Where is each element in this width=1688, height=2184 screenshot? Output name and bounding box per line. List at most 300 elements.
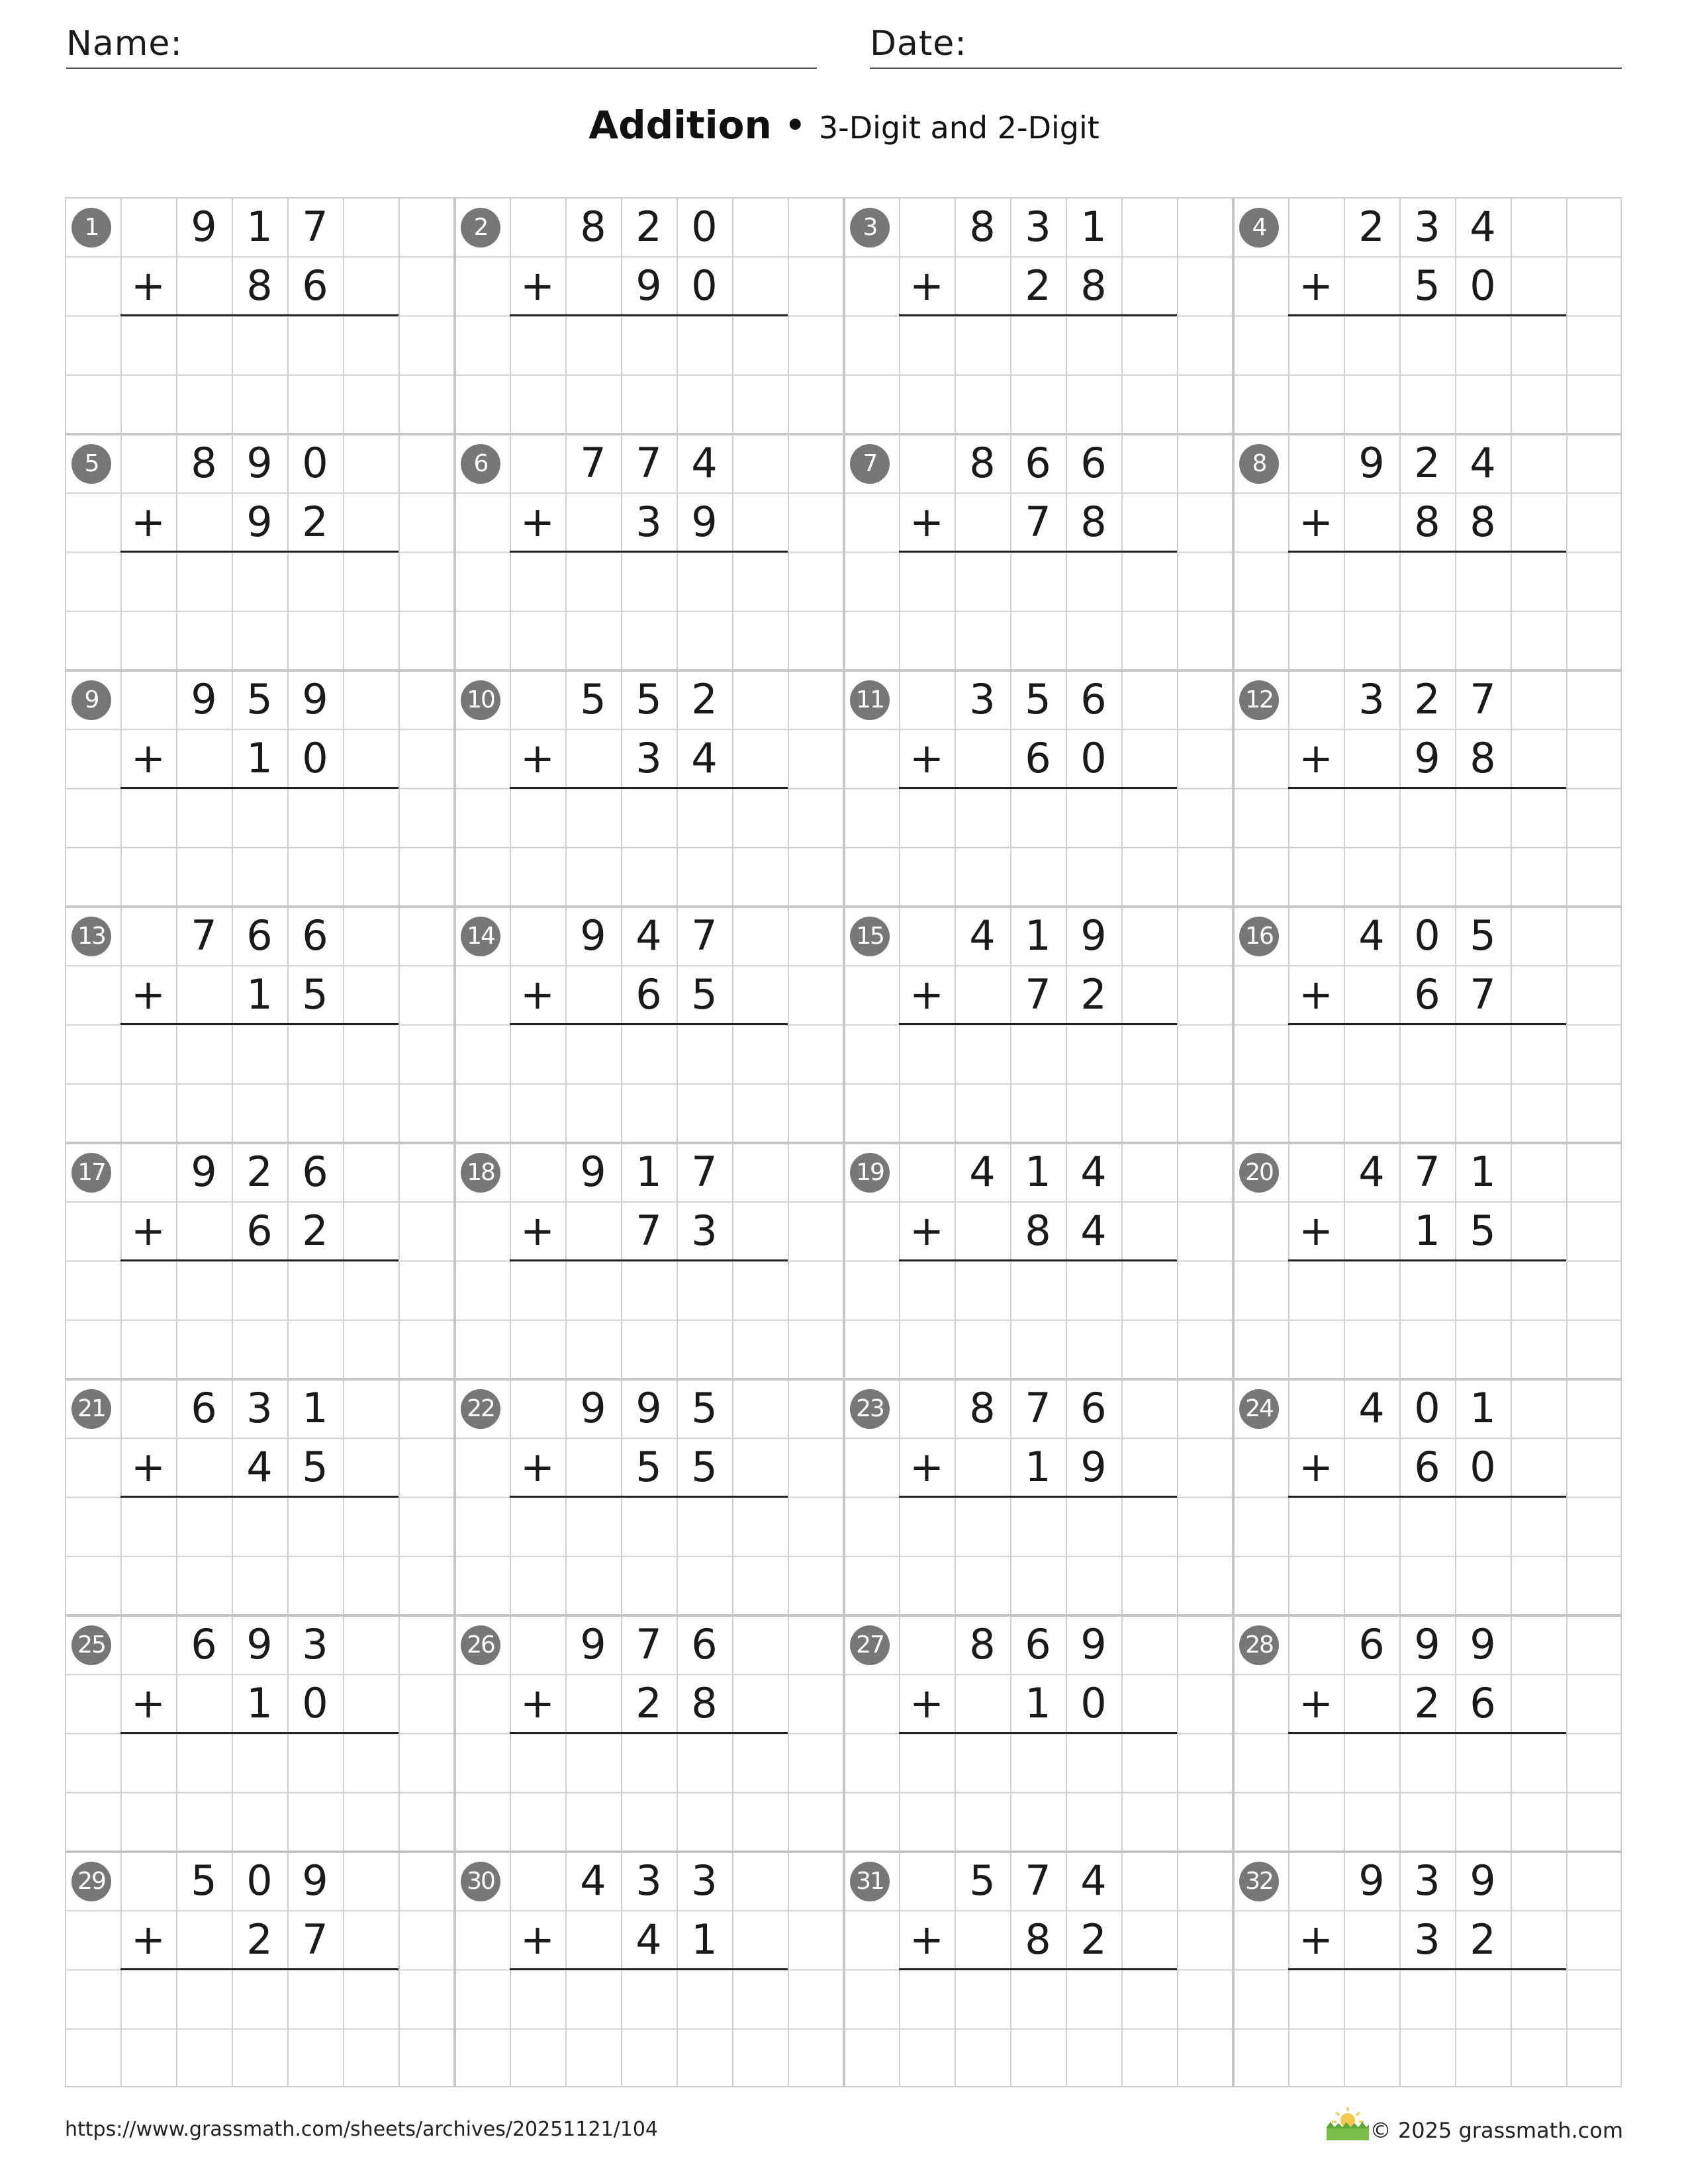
bottom-digit: 0: [1080, 734, 1107, 783]
top-digit: 7: [1025, 1384, 1051, 1432]
bottom-digit: 1: [1025, 1443, 1051, 1492]
problem-23: [843, 1379, 1233, 1615]
name-field-line[interactable]: [66, 68, 817, 69]
plus-sign: +: [1299, 261, 1333, 310]
top-digit: 5: [191, 1856, 217, 1905]
bottom-digit: 1: [246, 970, 273, 1019]
name-label: Name:: [66, 24, 183, 64]
bottom-digit: 1: [691, 1915, 718, 1964]
top-digit: 3: [1025, 203, 1051, 251]
bottom-digit: 3: [635, 734, 662, 783]
top-digit: 1: [1080, 203, 1107, 251]
top-digit: 5: [635, 675, 662, 723]
top-digit: 8: [969, 203, 996, 251]
plus-sign: +: [131, 1679, 165, 1728]
problem-number-badge: 22: [461, 1389, 500, 1429]
problem-number-badge: 14: [461, 917, 500, 956]
answer-area[interactable]: [510, 552, 788, 611]
plus-sign: +: [520, 498, 555, 547]
top-digit: 7: [302, 203, 328, 251]
bottom-digit: 2: [1470, 1915, 1496, 1964]
problem-number-badge: 17: [71, 1153, 111, 1193]
problem-number-badge: 28: [1239, 1625, 1279, 1665]
bottom-digit: 8: [691, 1679, 718, 1728]
problem-22: [454, 1379, 843, 1615]
answer-area[interactable]: [1288, 316, 1566, 375]
top-digit: 5: [580, 675, 606, 723]
top-digit: 9: [580, 1384, 606, 1432]
top-digit: 9: [1358, 439, 1385, 487]
plus-sign: +: [520, 1679, 555, 1728]
problem-number-badge: 11: [850, 680, 890, 720]
plus-sign: +: [131, 970, 165, 1019]
top-digit: 1: [246, 203, 273, 251]
answer-area[interactable]: [899, 1261, 1177, 1320]
answer-area[interactable]: [510, 1497, 788, 1556]
problem-32: [1233, 1851, 1622, 2087]
problem-number-badge: 6: [461, 444, 500, 484]
problem-13: [65, 906, 454, 1142]
top-digit: 9: [246, 439, 273, 487]
top-digit: 9: [635, 1384, 662, 1432]
problem-number-badge: 5: [71, 444, 111, 484]
plus-sign: +: [1299, 1679, 1333, 1728]
bottom-digit: 5: [302, 970, 328, 1019]
top-digit: 9: [580, 1620, 606, 1668]
problem-number-badge: 21: [71, 1389, 111, 1429]
top-digit: 9: [1080, 911, 1107, 960]
problem-number-badge: 32: [1239, 1862, 1279, 1901]
problem-number-badge: 10: [461, 680, 500, 720]
problem-number-badge: 19: [850, 1153, 890, 1193]
top-digit: 8: [580, 203, 606, 251]
answer-area[interactable]: [510, 316, 788, 375]
top-digit: 4: [580, 1856, 606, 1905]
top-digit: 4: [1358, 1384, 1385, 1432]
plus-sign: +: [131, 1443, 165, 1492]
top-digit: 5: [1025, 675, 1051, 723]
problem-number-badge: 31: [850, 1862, 890, 1901]
bottom-digit: 9: [635, 261, 662, 310]
problem-number-badge: 9: [71, 680, 111, 720]
answer-area[interactable]: [120, 1024, 399, 1083]
top-digit: 4: [1080, 1148, 1107, 1196]
problem-18: [454, 1142, 843, 1379]
answer-area[interactable]: [899, 1733, 1177, 1792]
bottom-digit: 3: [691, 1206, 718, 1255]
top-digit: 6: [1025, 439, 1051, 487]
top-digit: 3: [1414, 1856, 1440, 1905]
bottom-digit: 5: [302, 1443, 328, 1492]
answer-area[interactable]: [510, 788, 788, 847]
top-digit: 7: [580, 439, 606, 487]
answer-area[interactable]: [120, 788, 399, 847]
problem-number-badge: 26: [461, 1625, 500, 1665]
problem-number-badge: 20: [1239, 1153, 1279, 1193]
plus-sign: +: [520, 1915, 555, 1964]
top-digit: 5: [246, 675, 273, 723]
plus-sign: +: [131, 1206, 165, 1255]
problem-11: [843, 670, 1233, 906]
problem-grid: [65, 197, 1622, 2087]
answer-area[interactable]: [120, 1970, 399, 2028]
problem-number-badge: 25: [71, 1625, 111, 1665]
problem-number-badge: 1: [71, 208, 111, 248]
top-digit: 9: [1470, 1856, 1496, 1905]
answer-area[interactable]: [899, 1497, 1177, 1556]
top-digit: 9: [302, 1856, 328, 1905]
top-digit: 9: [191, 1148, 217, 1196]
bottom-digit: 5: [691, 1443, 718, 1492]
problem-number-badge: 27: [850, 1625, 890, 1665]
bottom-digit: 7: [1025, 498, 1051, 547]
plus-sign: +: [131, 1915, 165, 1964]
answer-area[interactable]: [120, 1497, 399, 1556]
problem-6: [454, 433, 843, 670]
answer-area[interactable]: [899, 1970, 1177, 2028]
problem-30: [454, 1851, 843, 2087]
top-digit: 4: [1470, 203, 1496, 251]
bottom-digit: 7: [302, 1915, 328, 1964]
footer-url: https://www.grassmath.com/sheets/archives/20251121/104: [65, 2118, 659, 2141]
top-digit: 9: [580, 1148, 606, 1196]
top-digit: 6: [191, 1384, 217, 1432]
answer-area[interactable]: [899, 552, 1177, 611]
problem-17: [65, 1142, 454, 1379]
plus-sign: +: [1299, 1206, 1333, 1255]
top-digit: 9: [191, 203, 217, 251]
problem-number-badge: 29: [71, 1862, 111, 1901]
top-digit: 1: [302, 1384, 328, 1432]
problem-2: [454, 197, 843, 433]
top-digit: 3: [969, 675, 996, 723]
top-digit: 0: [1414, 1384, 1440, 1432]
plus-sign: +: [1299, 1443, 1333, 1492]
date-label: Date:: [870, 24, 967, 64]
problem-3: [843, 197, 1233, 433]
top-digit: 4: [1358, 1148, 1385, 1196]
title-main: Addition: [588, 103, 772, 148]
problem-26: [454, 1615, 843, 1851]
bottom-digit: 8: [1025, 1206, 1051, 1255]
top-digit: 1: [1470, 1148, 1496, 1196]
problem-number-badge: 23: [850, 1389, 890, 1429]
bottom-digit: 8: [246, 261, 273, 310]
top-digit: 1: [635, 1148, 662, 1196]
bottom-digit: 2: [1414, 1679, 1440, 1728]
top-digit: 8: [191, 439, 217, 487]
top-digit: 1: [1025, 1148, 1051, 1196]
top-digit: 6: [191, 1620, 217, 1668]
bottom-digit: 6: [246, 1206, 273, 1255]
bottom-digit: 0: [1080, 1679, 1107, 1728]
bottom-digit: 0: [302, 734, 328, 783]
bottom-digit: 5: [1470, 1206, 1496, 1255]
top-digit: 6: [1080, 439, 1107, 487]
footer-copyright: © 2025 grassmath.com: [1370, 2118, 1623, 2143]
top-digit: 4: [1470, 439, 1496, 487]
answer-area[interactable]: [510, 1261, 788, 1320]
bottom-digit: 9: [246, 498, 273, 547]
top-digit: 2: [1358, 203, 1385, 251]
answer-area[interactable]: [120, 316, 399, 375]
plus-sign: +: [520, 970, 555, 1019]
top-digit: 0: [1414, 911, 1440, 960]
bottom-digit: 9: [1414, 734, 1440, 783]
bottom-digit: 5: [691, 970, 718, 1019]
bottom-digit: 6: [302, 261, 328, 310]
grass-sun-logo-icon: [1324, 2106, 1372, 2143]
top-digit: 9: [246, 1620, 273, 1668]
top-digit: 0: [246, 1856, 273, 1905]
answer-area[interactable]: [1288, 1733, 1566, 1792]
answer-area[interactable]: [1288, 1497, 1566, 1556]
plus-sign: +: [910, 261, 944, 310]
top-digit: 4: [1080, 1856, 1107, 1905]
plus-sign: +: [910, 1443, 944, 1492]
bottom-digit: 7: [1470, 970, 1496, 1019]
bottom-digit: 1: [1025, 1679, 1051, 1728]
problem-number-badge: 12: [1239, 680, 1279, 720]
problem-9: [65, 670, 454, 906]
top-digit: 7: [635, 439, 662, 487]
answer-area[interactable]: [510, 1024, 788, 1083]
top-digit: 7: [1414, 1148, 1440, 1196]
bottom-digit: 7: [1025, 970, 1051, 1019]
top-digit: 1: [1025, 911, 1051, 960]
bottom-digit: 0: [691, 261, 718, 310]
bottom-digit: 6: [1025, 734, 1051, 783]
problem-number-badge: 16: [1239, 917, 1279, 956]
problem-number-badge: 2: [461, 208, 500, 248]
problem-20: [1233, 1142, 1622, 1379]
plus-sign: +: [910, 970, 944, 1019]
top-digit: 7: [1470, 675, 1496, 723]
top-digit: 4: [691, 439, 718, 487]
bottom-digit: 2: [1025, 261, 1051, 310]
top-digit: 2: [1414, 439, 1440, 487]
problem-21: [65, 1379, 454, 1615]
top-digit: 7: [691, 911, 718, 960]
top-digit: 6: [246, 911, 273, 960]
top-digit: 6: [1025, 1620, 1051, 1668]
problem-4: [1233, 197, 1622, 433]
problem-25: [65, 1615, 454, 1851]
title-bullet: •: [771, 103, 819, 148]
top-digit: 5: [691, 1384, 718, 1432]
plus-sign: +: [131, 498, 165, 547]
bottom-digit: 2: [1080, 1915, 1107, 1964]
bottom-digit: 2: [1080, 970, 1107, 1019]
bottom-digit: 2: [302, 498, 328, 547]
plus-sign: +: [520, 1206, 555, 1255]
top-digit: 4: [969, 1148, 996, 1196]
plus-sign: +: [910, 498, 944, 547]
problem-27: [843, 1615, 1233, 1851]
plus-sign: +: [520, 1443, 555, 1492]
top-digit: 6: [691, 1620, 718, 1668]
answer-area[interactable]: [899, 316, 1177, 375]
top-digit: 3: [1358, 675, 1385, 723]
top-digit: 6: [1080, 675, 1107, 723]
bottom-digit: 8: [1470, 734, 1496, 783]
top-digit: 7: [691, 1148, 718, 1196]
bottom-digit: 4: [1080, 1206, 1107, 1255]
answer-area[interactable]: [1288, 1970, 1566, 2028]
bottom-digit: 1: [246, 734, 273, 783]
bottom-digit: 4: [246, 1443, 273, 1492]
top-digit: 9: [191, 675, 217, 723]
top-digit: 8: [969, 439, 996, 487]
answer-area[interactable]: [1288, 1024, 1566, 1083]
answer-area[interactable]: [1288, 552, 1566, 611]
bottom-digit: 0: [1470, 261, 1496, 310]
bottom-digit: 4: [635, 1915, 662, 1964]
problem-28: [1233, 1615, 1622, 1851]
top-digit: 3: [635, 1856, 662, 1905]
bottom-digit: 3: [635, 498, 662, 547]
answer-area[interactable]: [1288, 788, 1566, 847]
bottom-digit: 6: [1414, 970, 1440, 1019]
plus-sign: +: [910, 1915, 944, 1964]
problem-7: [843, 433, 1233, 670]
top-digit: 0: [302, 439, 328, 487]
problem-1: [65, 197, 454, 433]
plus-sign: +: [1299, 1915, 1333, 1964]
bottom-digit: 5: [1414, 261, 1440, 310]
top-digit: 7: [1025, 1856, 1051, 1905]
problem-24: [1233, 1379, 1622, 1615]
plus-sign: +: [520, 734, 555, 783]
top-digit: 9: [1080, 1620, 1107, 1668]
top-digit: 6: [302, 911, 328, 960]
top-digit: 9: [1414, 1620, 1440, 1668]
top-digit: 3: [1414, 203, 1440, 251]
plus-sign: +: [910, 734, 944, 783]
top-digit: 9: [302, 675, 328, 723]
problem-number-badge: 24: [1239, 1389, 1279, 1429]
bottom-digit: 2: [302, 1206, 328, 1255]
bottom-digit: 9: [1080, 1443, 1107, 1492]
plus-sign: +: [131, 734, 165, 783]
problem-number-badge: 7: [850, 444, 890, 484]
problem-number-badge: 3: [850, 208, 890, 248]
problem-number-badge: 18: [461, 1153, 500, 1193]
answer-area[interactable]: [510, 1733, 788, 1792]
top-digit: 7: [635, 1620, 662, 1668]
problem-number-badge: 15: [850, 917, 890, 956]
top-digit: 9: [580, 911, 606, 960]
top-digit: 2: [635, 203, 662, 251]
top-digit: 0: [691, 203, 718, 251]
bottom-digit: 6: [635, 970, 662, 1019]
problem-5: [65, 433, 454, 670]
answer-area[interactable]: [120, 1261, 399, 1320]
bottom-digit: 8: [1080, 261, 1107, 310]
top-digit: 7: [191, 911, 217, 960]
bottom-digit: 8: [1025, 1915, 1051, 1964]
date-field-line[interactable]: [870, 68, 1622, 69]
top-digit: 8: [969, 1620, 996, 1668]
top-digit: 5: [969, 1856, 996, 1905]
problem-10: [454, 670, 843, 906]
plus-sign: +: [1299, 498, 1333, 547]
plus-sign: +: [1299, 734, 1333, 783]
problem-19: [843, 1142, 1233, 1379]
problem-number-badge: 13: [71, 917, 111, 956]
bottom-digit: 1: [246, 1679, 273, 1728]
answer-area[interactable]: [899, 788, 1177, 847]
bottom-digit: 2: [246, 1915, 273, 1964]
top-digit: 2: [691, 675, 718, 723]
bottom-digit: 4: [691, 734, 718, 783]
bottom-digit: 7: [635, 1206, 662, 1255]
bottom-digit: 8: [1470, 498, 1496, 547]
bottom-digit: 2: [635, 1679, 662, 1728]
problem-16: [1233, 906, 1622, 1142]
plus-sign: +: [910, 1679, 944, 1728]
top-digit: 3: [246, 1384, 273, 1432]
problem-14: [454, 906, 843, 1142]
bottom-digit: 6: [1470, 1679, 1496, 1728]
plus-sign: +: [520, 261, 555, 310]
top-digit: 6: [302, 1148, 328, 1196]
bottom-digit: 8: [1080, 498, 1107, 547]
top-digit: 1: [1470, 1384, 1496, 1432]
problem-number-badge: 8: [1239, 444, 1279, 484]
top-digit: 4: [1358, 911, 1385, 960]
bottom-digit: 6: [1414, 1443, 1440, 1492]
title-subtitle: 3-Digit and 2-Digit: [818, 110, 1100, 146]
problem-31: [843, 1851, 1233, 2087]
plus-sign: +: [131, 261, 165, 310]
top-digit: 5: [1470, 911, 1496, 960]
top-digit: 2: [1414, 675, 1440, 723]
worksheet-title: [0, 103, 1688, 148]
answer-area[interactable]: [120, 1733, 399, 1792]
top-digit: 2: [246, 1148, 273, 1196]
problem-number-badge: 30: [461, 1862, 500, 1901]
bottom-digit: 1: [1414, 1206, 1440, 1255]
answer-area[interactable]: [120, 552, 399, 611]
answer-area[interactable]: [510, 1970, 788, 2028]
top-digit: 3: [691, 1856, 718, 1905]
top-digit: 9: [1358, 1856, 1385, 1905]
problem-8: [1233, 433, 1622, 670]
bottom-digit: 5: [635, 1443, 662, 1492]
problem-12: [1233, 670, 1622, 906]
bottom-digit: 0: [302, 1679, 328, 1728]
plus-sign: +: [910, 1206, 944, 1255]
bottom-digit: 3: [1414, 1915, 1440, 1964]
answer-area[interactable]: [1288, 1261, 1566, 1320]
bottom-digit: 0: [1470, 1443, 1496, 1492]
top-digit: 6: [1080, 1384, 1107, 1432]
top-digit: 8: [969, 1384, 996, 1432]
plus-sign: +: [1299, 970, 1333, 1019]
top-digit: 3: [302, 1620, 328, 1668]
top-digit: 9: [1470, 1620, 1496, 1668]
top-digit: 4: [969, 911, 996, 960]
bottom-digit: 8: [1414, 498, 1440, 547]
top-digit: 4: [635, 911, 662, 960]
bottom-digit: 9: [691, 498, 718, 547]
problem-number-badge: 4: [1239, 208, 1279, 248]
problem-15: [843, 906, 1233, 1142]
problem-29: [65, 1851, 454, 2087]
top-digit: 6: [1358, 1620, 1385, 1668]
answer-area[interactable]: [899, 1024, 1177, 1083]
